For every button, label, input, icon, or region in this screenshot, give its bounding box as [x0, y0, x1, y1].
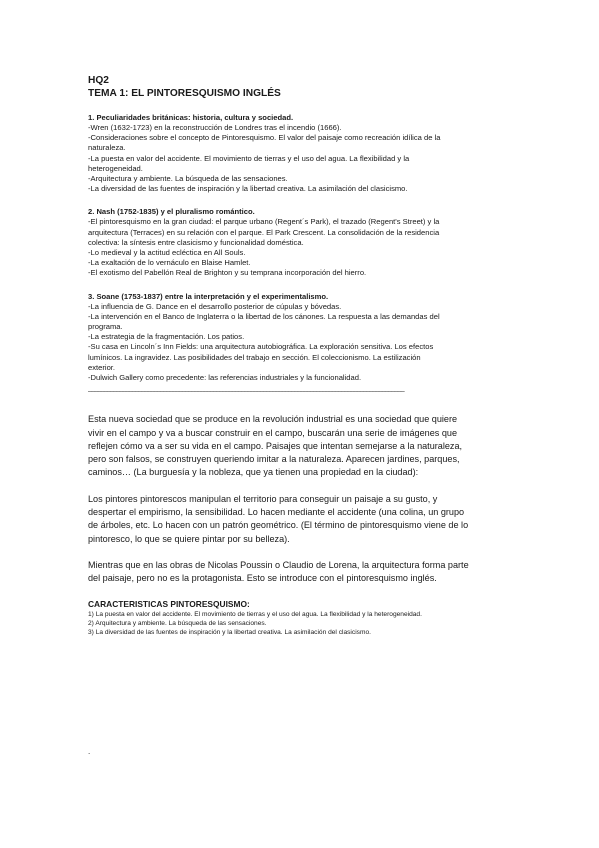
document-code: HQ2	[88, 75, 109, 86]
paragraph-line: despertar el empirismo, la sensibilidad. Lo hacen mediante el accidente (una colina, un grupo	[88, 507, 465, 518]
caracteristica-item: 3) La diversidad de las fuentes de inspiración y la libertad creativa. La asimilación del clasicismo.	[88, 628, 371, 636]
paragraph	[88, 559, 539, 586]
section-title: 2. Nash (1752-1835) y el pluralismo romántico.	[88, 207, 255, 217]
paragraph-line: pero son falsos, se construyen queriendo imitar a la naturaleza. Aparecen jardines, parques,	[88, 454, 460, 465]
paragraph-line: pintoresco, lo que se quiere pintar por su belleza).	[88, 533, 290, 544]
section-line: -La puesta en valor del accidente. El movimiento de tierras y el uso del agua. La flexibilidad y la	[88, 153, 410, 163]
paragraph-line: Mientras que en las obras de Nicolas Poussin o Claudio de Lorena, la arquitectura forma parte	[88, 559, 469, 570]
section-line: -La intervención en el Banco de Inglaterra o la libertad de los cánones. La respuesta a las demandas del	[88, 311, 440, 321]
caracteristica-item: 2) Arquitectura y ambiente. La búsqueda de las sensaciones.	[88, 619, 267, 627]
paragraph	[88, 493, 539, 546]
paragraph-line: caminos… (La burguesía y la nobleza, que ya tienen una propiedad en la ciudad):	[88, 467, 419, 478]
section-line: exterior.	[88, 362, 116, 372]
footer-mark: .	[88, 747, 91, 756]
section-line: heterogeneidad.	[88, 163, 143, 173]
section-line: -El exotismo del Pabellón Real de Brighton y su temprana incorporación del hierro.	[88, 268, 367, 278]
paragraph-line: vivir en el campo y va a buscar construir en el campo, buscarán una serie de imágenes que	[88, 427, 457, 438]
section-line: -Dulwich Gallery como precedente: las referencias industriales y la funcionalidad.	[88, 373, 362, 383]
separator-rule: _____________________________________________________________________________________________________	[88, 383, 404, 393]
section-3	[88, 292, 539, 384]
section-line: naturaleza.	[88, 143, 126, 153]
section-line: -Su casa en Lincoln´s Inn Fields: una arquitectura autobiográfica. La exploración sensitiva. Los efectos	[88, 342, 434, 352]
section-line: -Arquitectura y ambiente. La búsqueda de las sensaciones.	[88, 174, 288, 184]
section-line: -Wren (1632-1723) en la reconstrucción de Londres tras el incendio (1666).	[88, 123, 342, 132]
paragraph-line: reflejen cómo va a ser su vida en el campo. Paisajes que intentan semejarse a la naturaleza,	[88, 440, 463, 451]
document-title: TEMA 1: EL PINTORESQUISMO INGLÉS	[88, 88, 281, 99]
caracteristica-item: 1) La puesta en valor del accidente. El movimiento de tierras y el uso del agua. La flexibilidad y la heterogeneidad.	[88, 610, 422, 618]
paragraph-line: del paisaje, pero no es la protagonista. Esto se introduce con el pintoresquismo inglés.	[88, 573, 437, 584]
paragraph-line: Los pintores pintorescos manipulan el territorio para conseguir un paisaje a su gusto, y	[88, 493, 438, 504]
section-2	[88, 207, 539, 278]
section-line: -El pintoresquismo en la gran ciudad: el parque urbano (Regent´s Park), el trazado (Regent's Street) y la	[88, 217, 440, 227]
section-title: 1. Peculiaridades británicas: historia, cultura y sociedad.	[88, 113, 294, 122]
section-line: -Lo medieval y la actitud ecléctica en All Souls.	[88, 248, 246, 258]
paragraph	[88, 413, 539, 479]
section-line: arquitectura (Terraces) en su relación con el parque. El Park Crescent. La consolidación de la residencia	[88, 227, 440, 237]
paragraph-line: de árboles, etc. Lo hacen con un patrón geométrico. (El término de pintoresquismo viene de lo	[88, 520, 469, 531]
section-line: -La influencia de G. Dance en el desarrollo posterior de cúpulas y bóvedas.	[88, 301, 342, 311]
section-line: -Consideraciones sobre el concepto de Pintoresquismo. El valor del paisaje como recreación idílica de la	[88, 133, 441, 143]
section-line: lumínicos. La ingravidez. Las posibilidades del trabajo en sección. El coleccionismo. La estilización	[88, 352, 421, 362]
section-1	[88, 113, 539, 194]
caracteristicas-list	[88, 610, 539, 638]
body-paragraphs	[88, 413, 539, 585]
section-line: -La exaltación de lo vernáculo en Blaise Hamlet.	[88, 258, 251, 268]
section-line: -La estrategia de la fragmentación. Los patios.	[88, 332, 245, 342]
section-line: programa.	[88, 322, 123, 332]
section-line: -La diversidad de las fuentes de inspiración y la libertad creativa. La asimilación del clasicismo.	[88, 184, 408, 194]
syllabus-sections	[88, 113, 539, 383]
paragraph-line: Esta nueva sociedad que se produce en la revolución industrial es una sociedad que quiere	[88, 414, 458, 425]
section-line: colectiva: la síntesis entre clasicismo y funcionalidad doméstica.	[88, 237, 304, 247]
caracteristicas-title: CARACTERISTICAS PINTORESQUISMO:	[88, 598, 250, 609]
section-title: 3. Soane (1753-1837) entre la interpretación y el experimentalismo.	[88, 291, 329, 301]
